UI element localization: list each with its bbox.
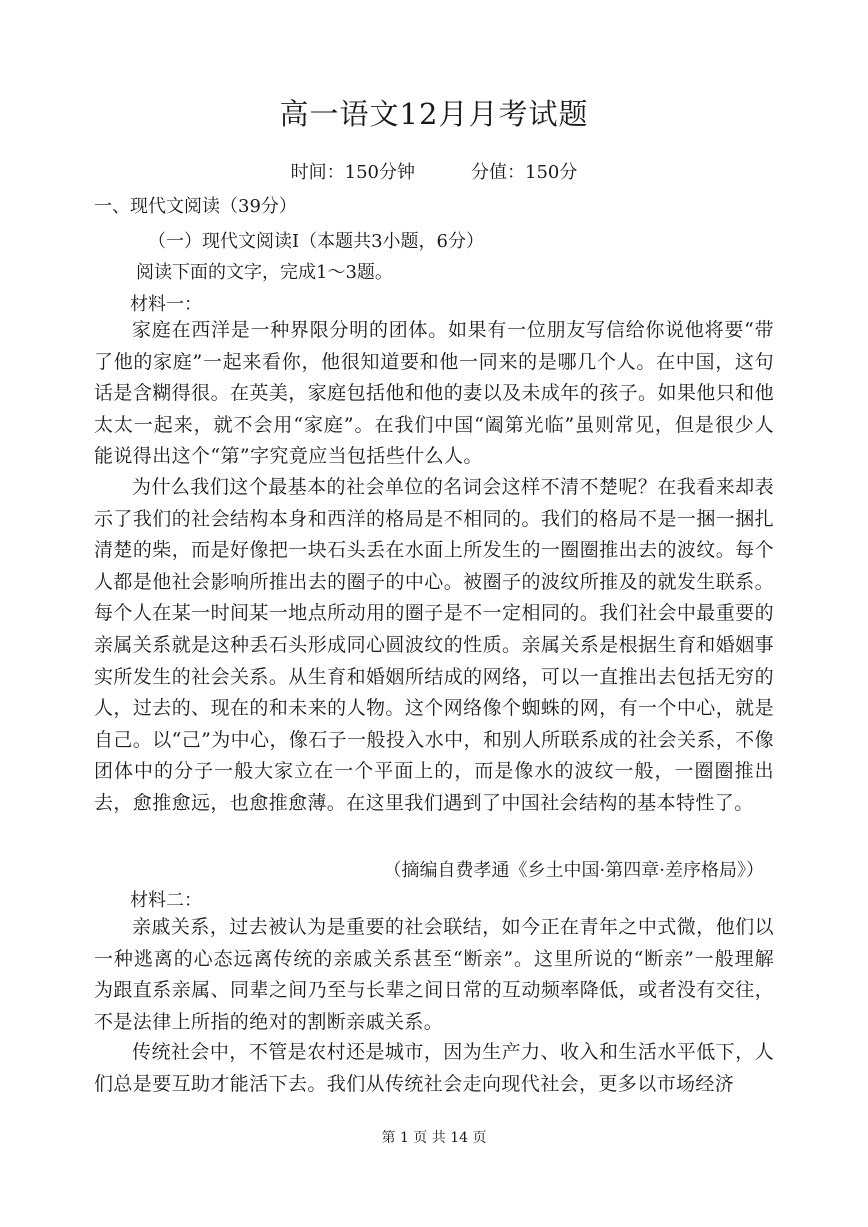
score-label: 分值：150分 bbox=[471, 162, 578, 183]
material-two-label: 材料二： bbox=[130, 890, 202, 911]
material-one-paragraph: 为什么我们这个最基本的社会单位的名词会这样不清不楚呢？在我看来却表示了我们的社会结构本身和西洋的格局是不相同的。我们的格局不是一捆一捆扎清楚的柴，而是好像把一块石头丢在水面上所发生的一圈圈推出去的波纹。每个人都是他社会影响所推出去的圈子的中心。被圈子的波纹所推及的就发生联系。每个人在某一时间某一地点所动用的圈子是不一定相同的。我们社会中最重要的亲属关系就是这种丢石头形成同心圆波纹的性质。亲属关系是根据生育和婚姻事实所发生的社会关系。从生育和婚姻所结成的网络，可以一直推出去包括无穷的人，过去的、现在的和未来的人物。这个网络像个蜘蛛的网，有一个中心，就是自己。以“己”为中心，像石子一般投入水中，和别人所联系成的社会关系，不像团体中的分子一般大家立在一个平面上的，而是像水的波纹一般，一圈圈推出去，愈推愈远，也愈推愈薄。在这里我们遇到了中国社会结构的基本特性了。 bbox=[94, 476, 774, 814]
subsection-heading: （一）现代文阅读Ⅰ（本题共3小题，6分） bbox=[148, 231, 485, 252]
material-one-source: （摘编自费孝通《乡土中国·第四章·差序格局》） bbox=[383, 860, 764, 881]
exam-meta bbox=[0, 158, 868, 184]
time-label: 时间：150分钟 bbox=[290, 162, 415, 183]
reading-instruction: 阅读下面的文字，完成1～3题。 bbox=[136, 262, 393, 283]
material-two-paragraph: 亲戚关系，过去被认为是重要的社会联结，如今正在青年之中式微，他们以一种逃离的心态远离传统的亲戚关系甚至“断亲”。这里所说的“断亲”一般理解为跟直系亲属、同辈之间乃至与长辈之间日常的互动频率降低，或者没有交往，不是法律上所指的绝对的割断亲戚关系。 bbox=[94, 916, 774, 1033]
material-two-paragraph: 传统社会中，不管是农村还是城市，因为生产力、收入和生活水平低下，人们总是要互助才能活下去。我们从传统社会走向现代社会，更多以市场经济 bbox=[94, 1041, 774, 1095]
material-one-label: 材料一： bbox=[130, 294, 202, 315]
section-heading: 一、现代文阅读（39分） bbox=[94, 196, 297, 217]
page-footer: 第 1 页 共 14 页 bbox=[381, 1130, 487, 1146]
material-one-paragraph: 家庭在西洋是一种界限分明的团体。如果有一位朋友写信给你说他将要“带了他的家庭”一起来看你，他很知道要和他一同来的是哪几个人。在中国，这句话是含糊得很。在英美，家庭包括他和他的妻以及未成年的孩子。如果他只和他太太一起来，就不会用“家庭”。在我们中国“阖第光临”虽则常见，但是很少人能说得出这个“第”字究竟应当包括些什么人。 bbox=[94, 319, 774, 468]
exam-title: 高一语文12月月考试题 bbox=[279, 97, 589, 131]
